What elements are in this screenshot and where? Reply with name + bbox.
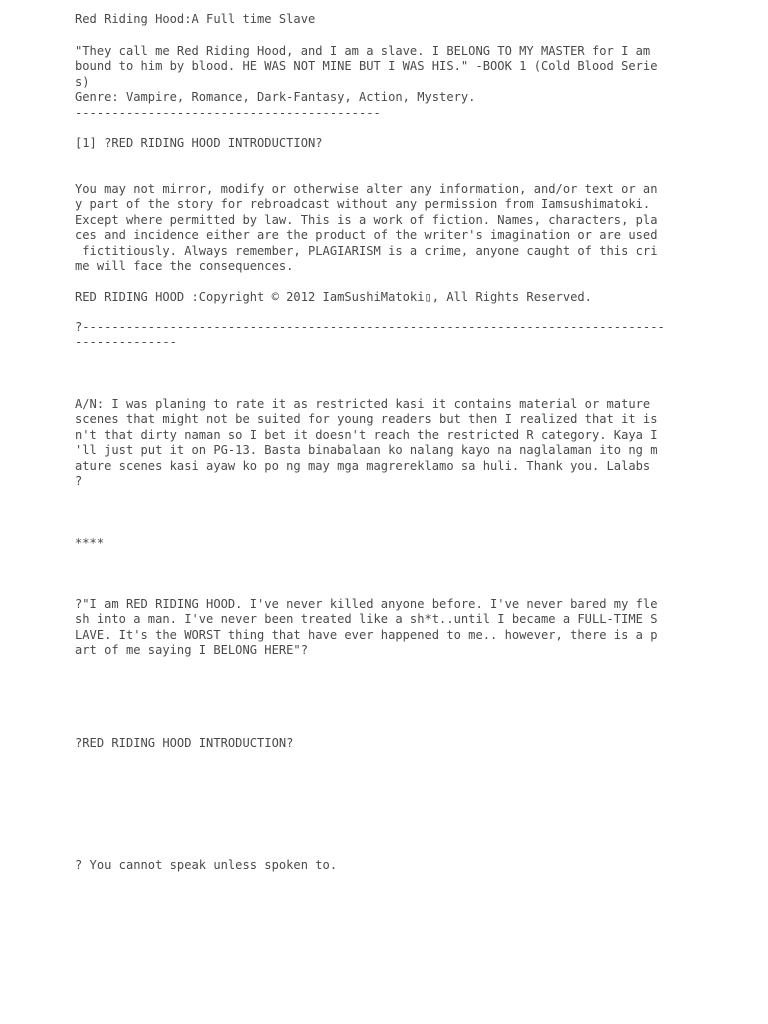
disclaimer-line: me will face the consequences. xyxy=(75,259,294,273)
quote-line: sh into a man. I've never been treated like a sh*t..until I became a FULL-TIME S xyxy=(75,612,658,627)
quote-line: ?"I am RED RIDING HOOD. I've never killed anyone before. I've never bared my fle xyxy=(75,597,658,611)
separator: ------------------------------------------ xyxy=(75,105,381,120)
quote-line: art of me saying I BELONG HERE"? xyxy=(75,643,308,658)
copyright-line: RED RIDING HOOD :Copyright © 2012 IamSushiMatoki▯, All Rights Reserved. xyxy=(75,290,592,304)
author-note-line: scenes that might not be suited for young readers but then I realized that it is xyxy=(75,412,658,427)
summary-line: bound to him by blood. HE WAS NOT MINE BUT I WAS HIS." -BOOK 1 (Cold Blood Serie xyxy=(75,59,658,74)
author-note-line: n't that dirty naman so I bet it doesn't reach the restricted R category. Kaya I xyxy=(75,427,658,442)
genre-line: Genre: Vampire, Romance, Dark-Fantasy, Action, Mystery. xyxy=(75,90,476,105)
separator: -------------- xyxy=(75,335,177,350)
author-note-line: ature scenes kasi ayaw ko po ng may mga magrereklamo sa huli. Thank you. Lalabs xyxy=(75,458,651,473)
disclaimer-line: You may not mirror, modify or otherwise alter any information, and/or text or an xyxy=(75,182,658,196)
author-note-line: A/N: I was planing to rate it as restricted kasi it contains material or mature xyxy=(75,397,651,411)
author-note-line: ? xyxy=(75,474,83,488)
section-heading: ?RED RIDING HOOD INTRODUCTION? xyxy=(75,736,294,750)
summary-line: "They call me Red Riding Hood, and I am a slave. I BELONG TO MY MASTER for I am xyxy=(75,44,651,58)
disclaimer-line: ces and incidence either are the product of the writer's imagination or are used xyxy=(75,228,658,243)
summary-line: s) xyxy=(75,74,90,89)
separator: ?-------------------------------------------------------------------------------- xyxy=(75,320,665,334)
author-note-line: 'll just put it on PG-13. Basta binabalaan ko nalang kayo na naglalaman ito ng m xyxy=(75,443,658,458)
quote-line: LAVE. It's the WORST thing that have ever happened to me.. however, there is a p xyxy=(75,627,658,642)
disclaimer-line: fictitiously. Always remember, PLAGIARISM is a crime, anyone caught of this cri xyxy=(75,243,658,258)
disclaimer-line: y part of the story for rebroadcast without any permission from Iamsushimatoki. xyxy=(75,197,651,212)
rule-line: ? You cannot speak unless spoken to. xyxy=(75,858,338,872)
chapter-heading: [1] ?RED RIDING HOOD INTRODUCTION? xyxy=(75,136,323,150)
document-title: Red Riding Hood:A Full time Slave xyxy=(75,12,316,26)
section-divider-stars: **** xyxy=(75,536,105,550)
disclaimer-line: Except where permitted by law. This is a work of fiction. Names, characters, pla xyxy=(75,212,658,227)
